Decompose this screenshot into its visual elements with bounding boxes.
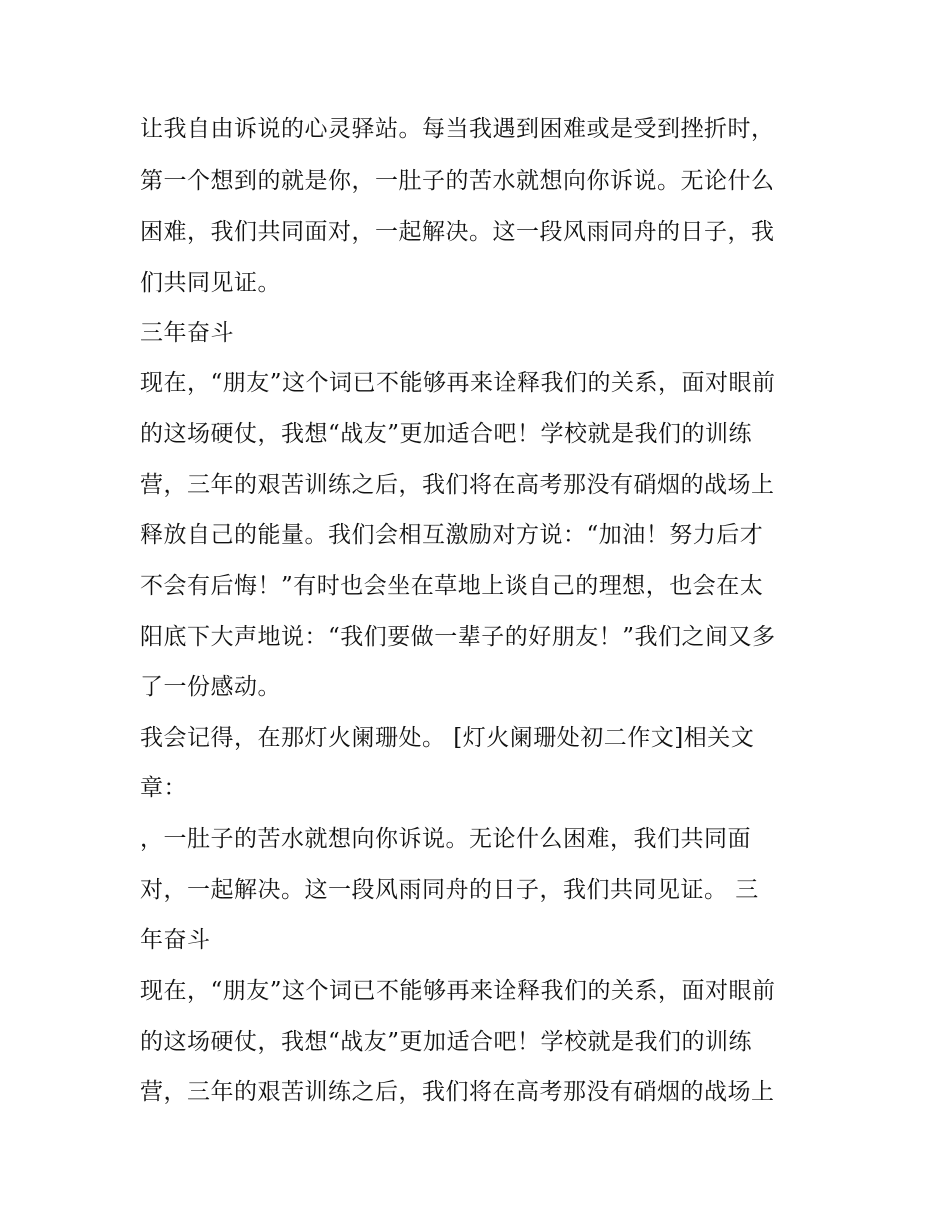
- text-line: 营，三年的艰苦训练之后，我们将在高考那没有硝烟的战场上: [140, 1079, 775, 1105]
- text-line: 现在，“朋友”这个词已不能够再来诠释我们的关系，面对眼前: [140, 370, 776, 396]
- text-line: 第一个想到的就是你，一肚子的苦水就想向你诉说。无论什么: [140, 168, 775, 194]
- text-line: 我会记得，在那灯火阑珊处。 [灯火阑珊处初二作文]相关文: [140, 725, 755, 751]
- text-line: 的这场硬仗，我想“战友”更加适合吧！学校就是我们的训练: [140, 1029, 753, 1055]
- text-line: 了一份感动。: [140, 674, 281, 700]
- text-line: 不会有后悔！”有时也会坐在草地上谈自己的理想，也会在太: [140, 573, 764, 599]
- text-line: 阳底下大声地说：“我们要做一辈子的好朋友！”我们之间又多: [140, 624, 776, 650]
- text-line: 营，三年的艰苦训练之后，我们将在高考那没有硝烟的战场上: [140, 472, 775, 498]
- text-line: 对，一起解决。这一段风雨同舟的日子，我们共同见证。 三: [140, 877, 759, 903]
- text-line: 释放自己的能量。我们会相互激励对方说：“加油！努力后才: [140, 522, 764, 548]
- text-line: 章：: [140, 775, 187, 801]
- text-line: 的这场硬仗，我想“战友”更加适合吧！学校就是我们的训练: [140, 421, 753, 447]
- section-heading: 三年奋斗: [140, 320, 234, 346]
- text-line: ，一肚子的苦水就想向你诉说。无论什么困难，我们共同面: [140, 826, 751, 852]
- text-line: 现在，“朋友”这个词已不能够再来诠释我们的关系，面对眼前: [140, 978, 776, 1004]
- text-line: 们共同见证。: [140, 270, 281, 296]
- section-heading: 年奋斗: [140, 927, 211, 953]
- text-line: 让我自由诉说的心灵驿站。每当我遇到困难或是受到挫折时，: [140, 116, 775, 142]
- text-line: 困难，我们共同面对，一起解决。这一段风雨同舟的日子，我: [140, 219, 775, 245]
